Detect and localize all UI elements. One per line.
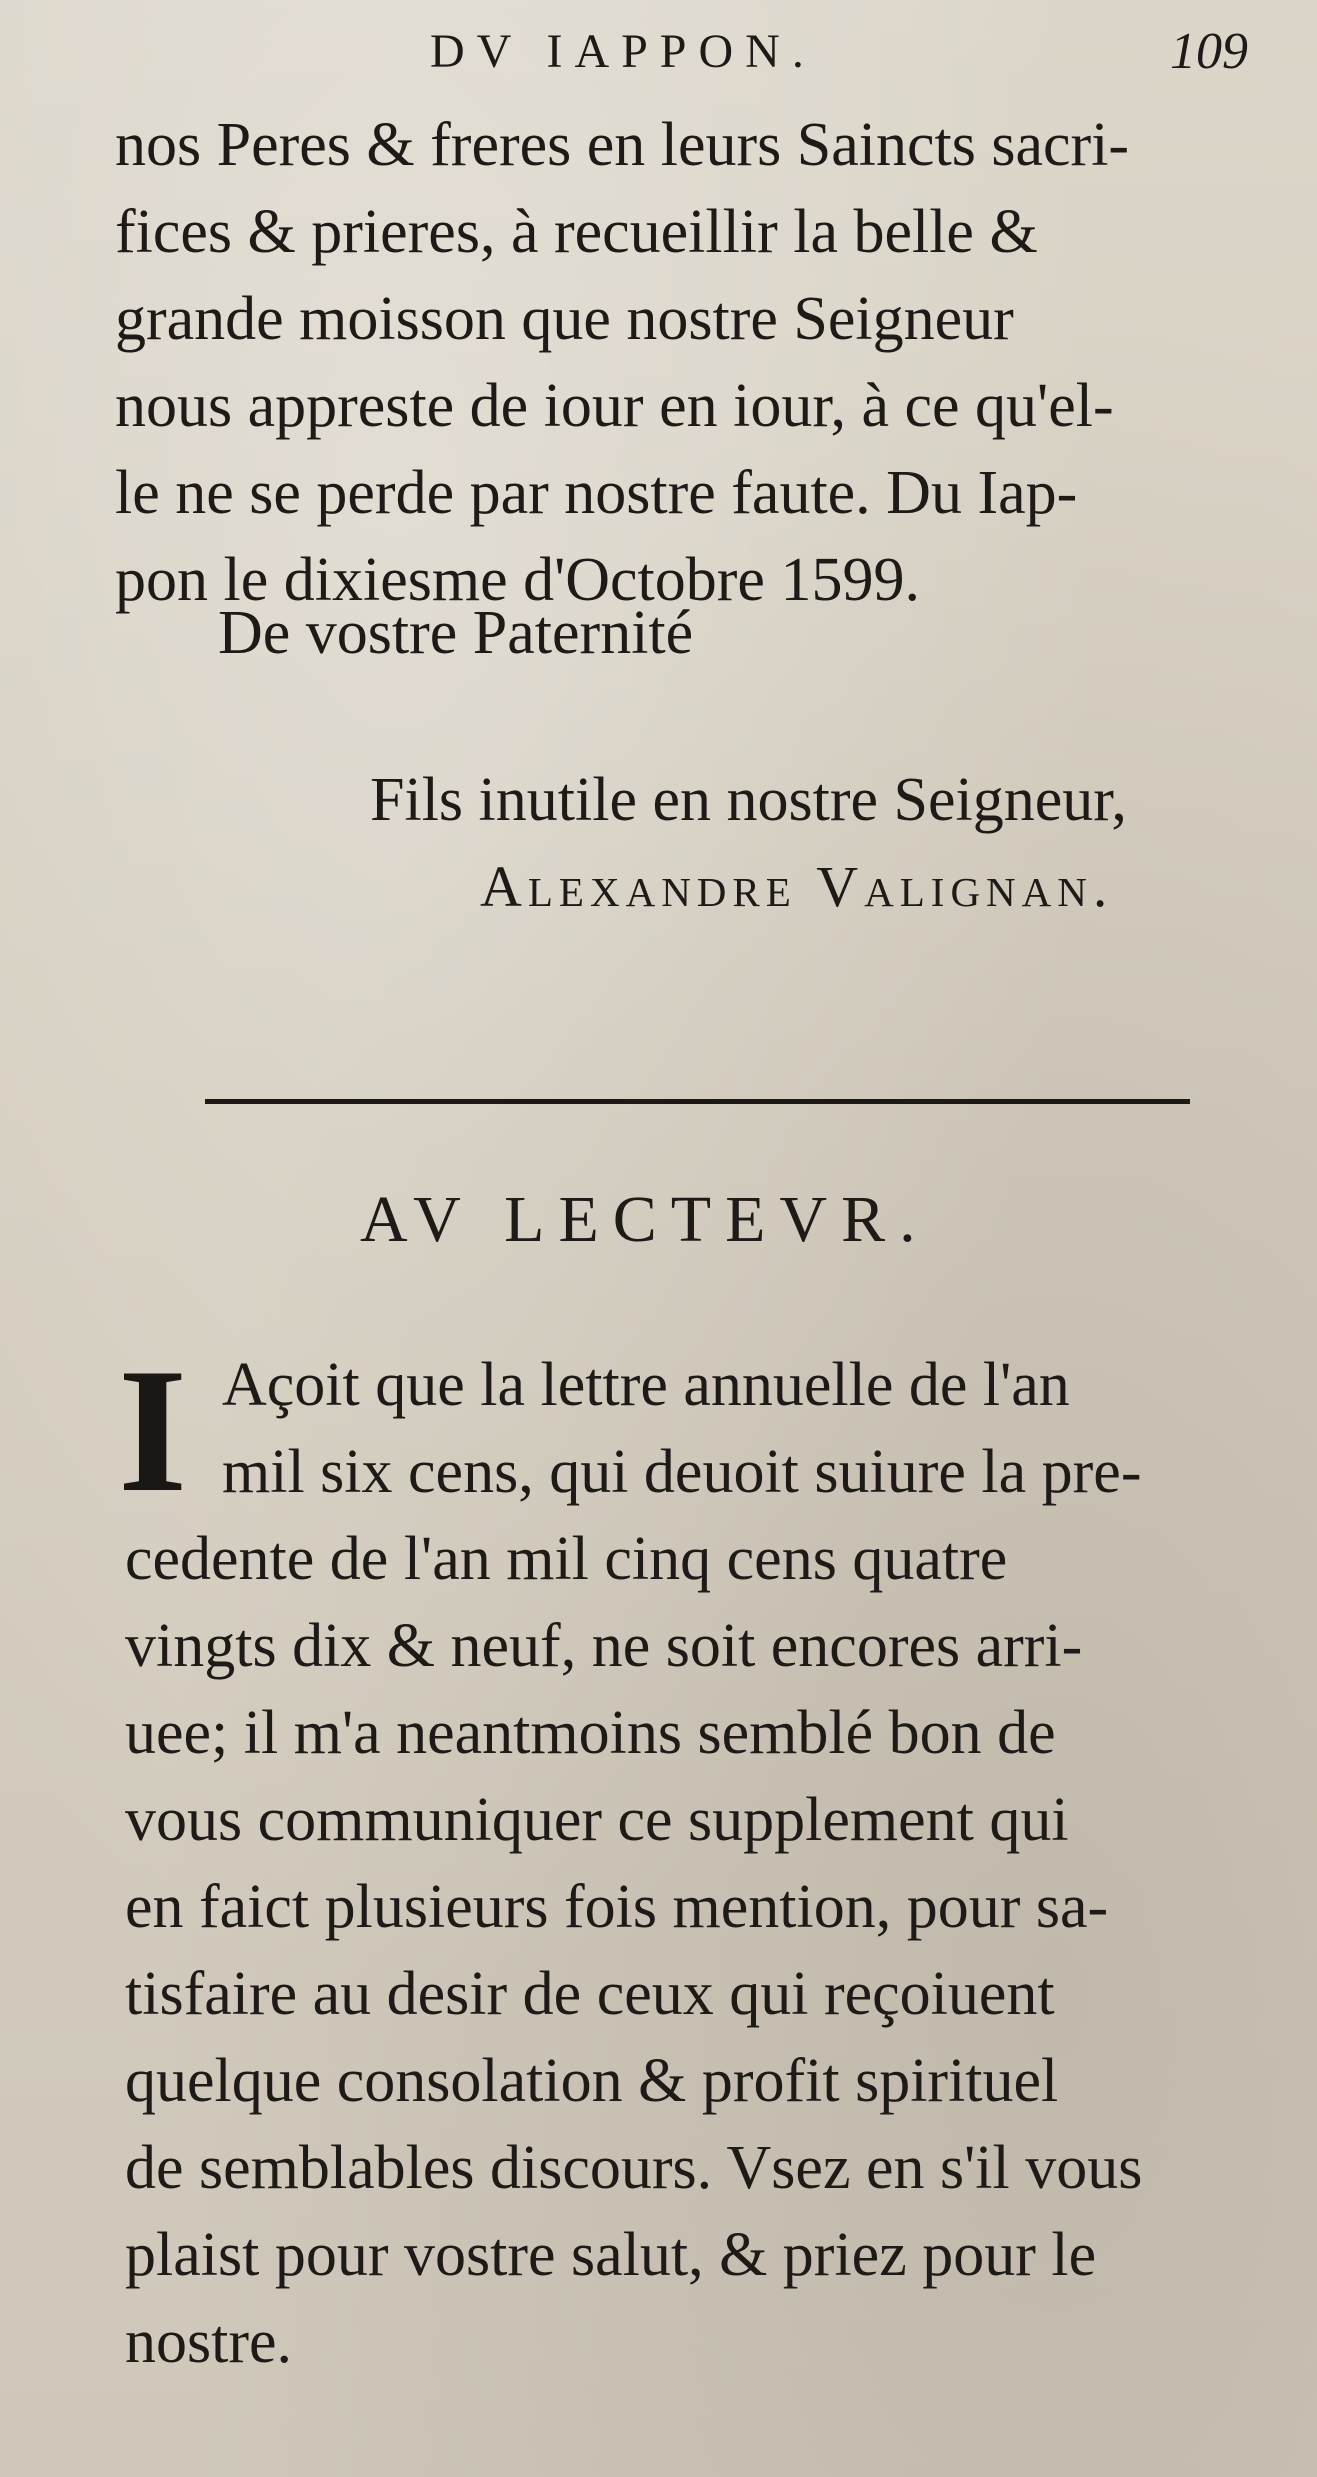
body-line: Açoit que la lettre annuelle de l'an xyxy=(222,1351,1070,1419)
body-line: mil six cens, qui deuoit suiure la pre- xyxy=(222,1438,1142,1506)
body-line: nostre. xyxy=(125,2308,293,2376)
body-line: vingts dix & neuf, ne soit encores arri- xyxy=(125,1612,1083,1680)
drop-cap: I xyxy=(118,1331,188,1529)
letter-line: fices & prieres, à recueillir la belle & xyxy=(115,198,1038,266)
section-title: AV LECTEVR. xyxy=(360,1183,930,1256)
body-line: en faict plusieurs fois mention, pour sa- xyxy=(125,1873,1109,1941)
page-number: 109 xyxy=(1170,23,1248,80)
body-line: uee; il m'a neantmoins semblé bon de xyxy=(125,1699,1056,1767)
letter-line: le ne se perde par nostre faute. Du Iap- xyxy=(115,459,1078,527)
body-line: vous communiquer ce supplement qui xyxy=(125,1786,1069,1854)
page-header xyxy=(0,22,1317,82)
signature-line: Fils inutile en nostre Seigneur, xyxy=(370,766,1127,834)
section-divider xyxy=(205,1099,1190,1104)
letter-line: nos Peres & freres en leurs Saincts sacri- xyxy=(115,111,1130,179)
signature-name: Alexandre Valignan. xyxy=(480,854,1114,919)
running-head: DV IAPPON. xyxy=(430,25,816,78)
body-line: de semblables discours. Vsez en s'il vous xyxy=(125,2134,1143,2202)
body-line: quelque consolation & profit spirituel xyxy=(125,2047,1059,2115)
body-line: plaist pour vostre salut, & priez pour le xyxy=(125,2221,1097,2289)
letter-line: nous appreste de iour en iour, à ce qu'el- xyxy=(115,372,1114,440)
body-line: tisfaire au desir de ceux qui reçoiuent xyxy=(125,1960,1055,2028)
letter-line: grande moisson que nostre Seigneur xyxy=(115,285,1014,353)
letter-line: pon le dixiesme d'Octobre 1599. xyxy=(115,546,920,614)
letter-closing: De vostre Paternité xyxy=(218,599,694,667)
body-line: cedente de l'an mil cinq cens quatre xyxy=(125,1525,1008,1593)
